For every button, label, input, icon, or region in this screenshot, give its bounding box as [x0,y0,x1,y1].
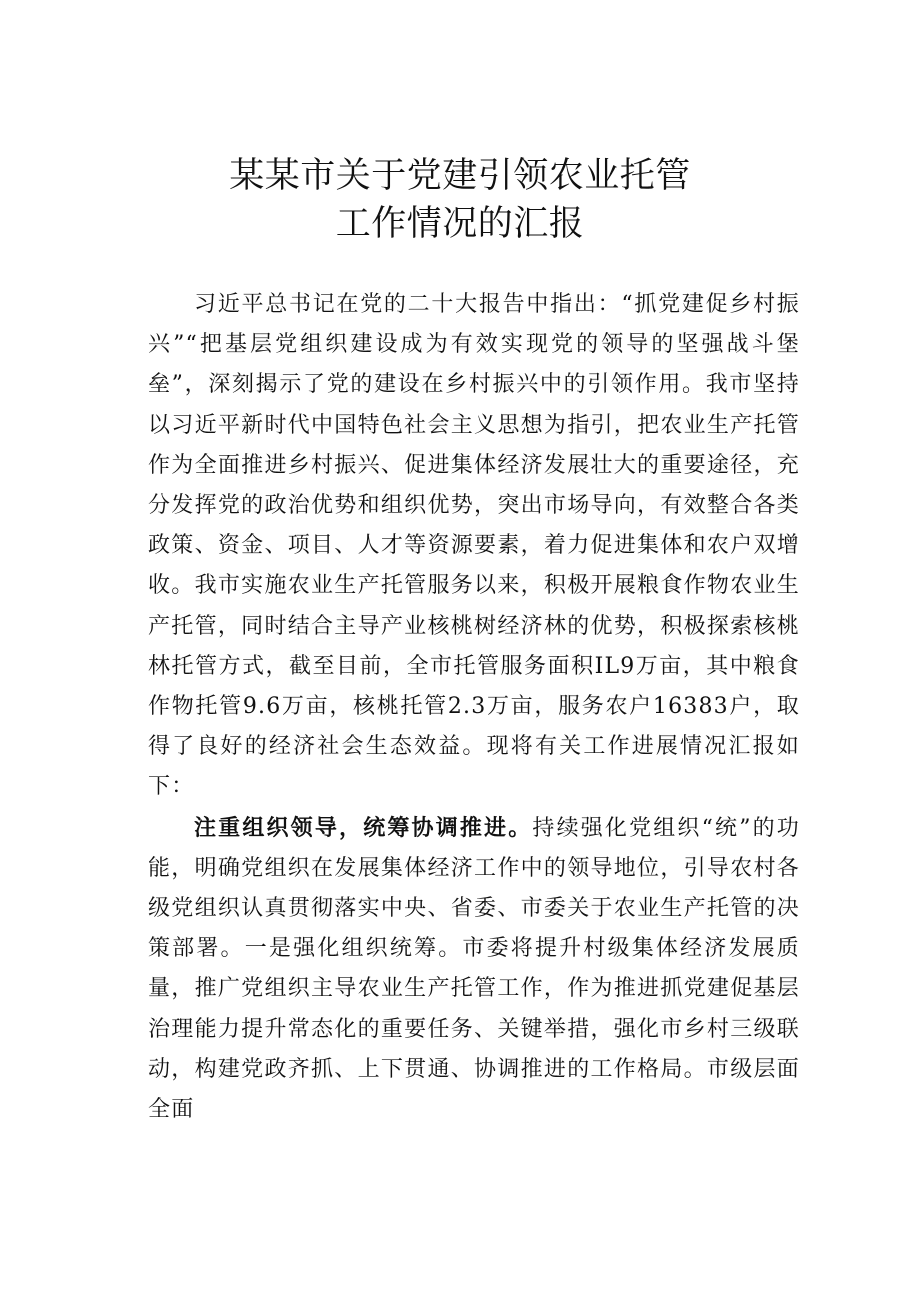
document-title [0,152,920,248]
document-body [148,285,800,1130]
title-line-1: 某某市关于党建引领农业托管 [229,156,691,196]
paragraph-organization-body: 持续强化党组织“统”的功能，明确党组织在发展集体经济工作中的领导地位，引导农村各级党组织认真贯彻落实中央、省委、市委关于农业生产托管的决策部署。一是强化组织统筹。市委将提升村级集体经济发展质量，推广党组织主导农业生产托管工作，作为推进抓党建促基层治理能力提升常态化的重要任务、关键举措，强化市乡村三级联动，构建党政齐抓、上下贯通、协调推进的工作格局。市级层面全面 [148,815,800,1123]
title-line-2: 工作情况的汇报 [335,204,585,244]
paragraph-organization [148,808,800,1131]
paragraph-intro: 习近平总书记在党的二十大报告中指出：“抓党建促乡村振兴”“把基层党组织建设成为有效实现党的领导的坚强战斗堡垒”，深刻揭示了党的建设在乡村振兴中的引领作用。我市坚持以习近平新时代中国特色社会主义思想为指引，把农业生产托管作为全面推进乡村振兴、促进集体经济发展壮大的重要途径，充分发挥党的政治优势和组织优势，突出市场导向，有效整合各类政策、资金、项目、人才等资源要素，着力促进集体和农户双增收。我市实施农业生产托管服务以来，积极开展粮食作物农业生产托管，同时结合主导产业核桃树经济林的优势，积极探索核桃林托管方式，截至目前，全市托管服务面积IL9万亩，其中粮食作物托管9.6万亩，核桃托管2.3万亩，服务农户16383户，取得了良好的经济社会生态效益。现将有关工作进展情况汇报如下： [148,292,800,800]
paragraph-lead-heading: 注重组织领导，统筹协调推进。 [194,814,533,841]
